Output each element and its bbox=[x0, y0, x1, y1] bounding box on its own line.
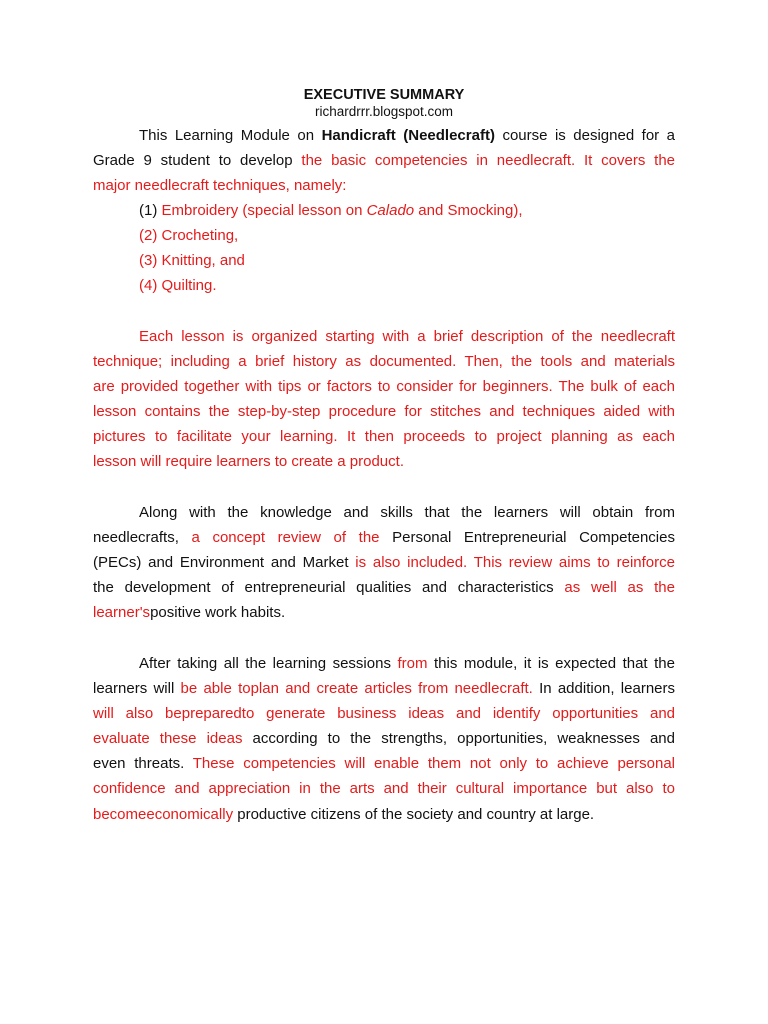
paragraph-4-line-7: becomeeconomically productive citizens of the society and country at large. bbox=[93, 806, 595, 823]
paragraph-2-line-1: Each lesson is organized starting with a brief description of the needlecraft bbox=[139, 328, 675, 345]
paragraph-4-line-4: evaluate these ideas according to the strengths, opportunities, weaknesses and bbox=[93, 730, 675, 747]
paragraph-2-line-4: lesson contains the step-by-step procedure for stitches and techniques aided with bbox=[93, 403, 675, 420]
paragraph-3-line-1: Along with the knowledge and skills that the learners will obtain from bbox=[139, 504, 675, 521]
list-item: (3) Knitting, and bbox=[139, 252, 245, 269]
list-item: (4) Quilting. bbox=[139, 277, 217, 294]
paragraph-4-line-6: confidence and appreciation in the arts and their cultural importance but also to bbox=[93, 780, 675, 797]
paragraph-3-line-4: the development of entrepreneurial qualities and characteristics as well as the bbox=[93, 579, 675, 596]
list-item: (2) Crocheting, bbox=[139, 227, 239, 244]
paragraph-4-line-3: will also bepreparedto generate business ideas and identify opportunities and bbox=[93, 705, 675, 722]
paragraph-1-line-3: major needlecraft techniques, namely: bbox=[93, 177, 347, 194]
paragraph-1-line-2: Grade 9 student to develop the basic competencies in needlecraft. It covers the bbox=[93, 152, 675, 169]
paragraph-3-line-3: (PECs) and Environment and Market is also included. This review aims to reinforce bbox=[93, 554, 675, 571]
paragraph-2-line-6: lesson will require learners to create a product. bbox=[93, 453, 404, 470]
paragraph-3-line-2: needlecrafts, a concept review of the Personal Entrepreneurial Competencies bbox=[93, 529, 675, 546]
list-item: (1) Embroidery (special lesson on Calado and Smocking), bbox=[139, 202, 523, 219]
paragraph-4-line-5: even threats. These competencies will enable them not only to achieve personal bbox=[93, 755, 675, 772]
paragraph-4-line-2: learners will be able toplan and create articles from needlecraft. In addition, learners bbox=[93, 680, 675, 697]
page-subtitle: richardrrr.blogspot.com bbox=[314, 104, 454, 119]
paragraph-3-line-5: learner'spositive work habits. bbox=[93, 604, 286, 621]
paragraph-2-line-2: technique; including a brief history as documented. Then, the tools and materials bbox=[93, 353, 675, 370]
paragraph-4-line-1: After taking all the learning sessions from this module, it is expected that the bbox=[139, 655, 675, 672]
paragraph-2-line-3: are provided together with tips or factors to consider for beginners. The bulk of each bbox=[93, 378, 675, 395]
page-title: EXECUTIVE SUMMARY bbox=[303, 87, 465, 103]
paragraph-2-line-5: pictures to facilitate your learning. It then proceeds to project planning as each bbox=[93, 428, 675, 445]
paragraph-1-line-1: This Learning Module on Handicraft (Needlecraft) course is designed for a bbox=[139, 127, 675, 144]
